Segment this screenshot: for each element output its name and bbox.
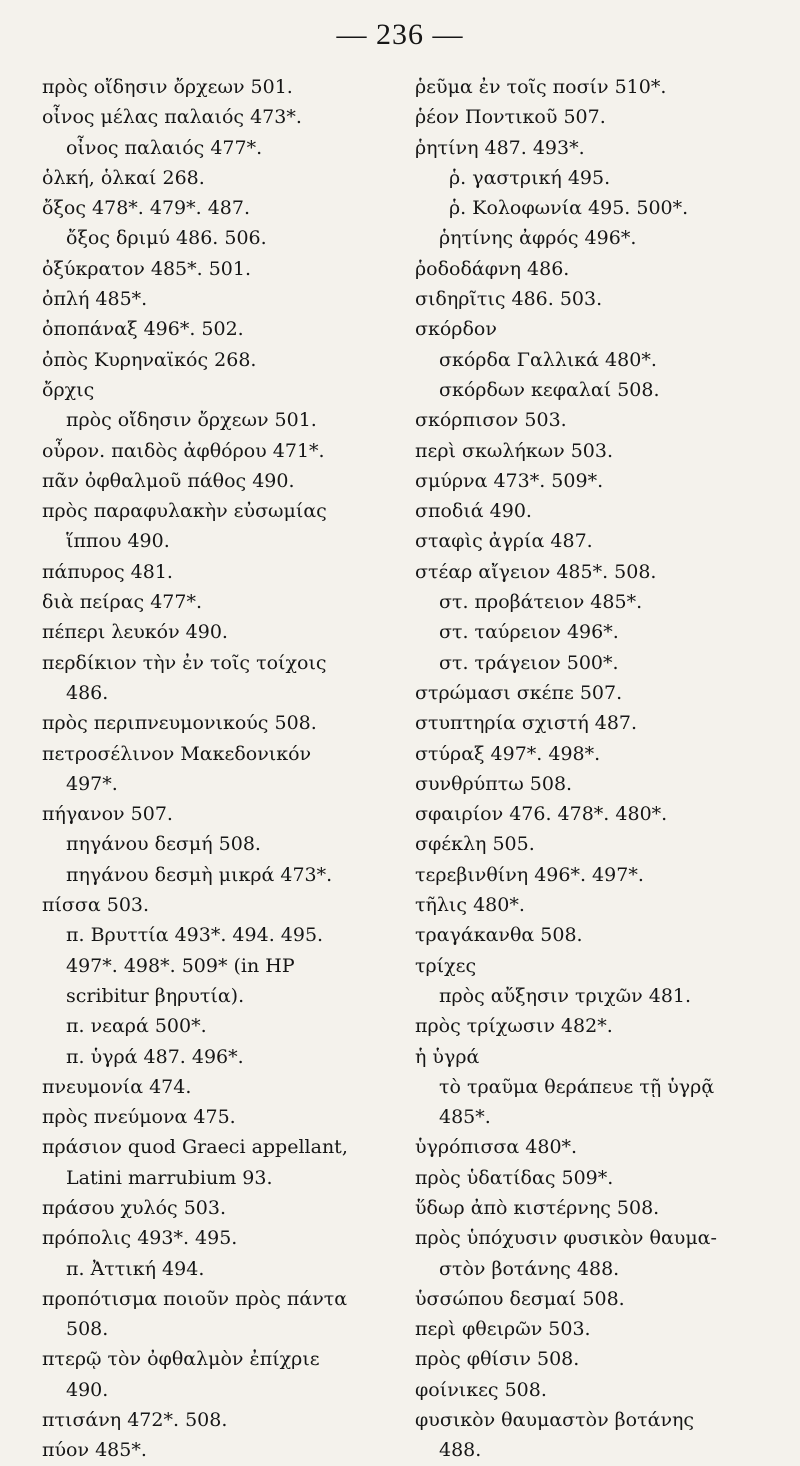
index-entry: ἡ ὑγρά bbox=[415, 1045, 480, 1068]
index-column-left bbox=[42, 72, 410, 1466]
index-entry: πράσιον quod Graeci appellant, bbox=[42, 1136, 348, 1159]
index-entry: ὁλκή, ὁλκαί 268. bbox=[42, 166, 205, 189]
index-entry: πρὸς οἴδησιν ὄρχεων 501. bbox=[66, 409, 317, 432]
index-entry: πρὸς φθίσιν 508. bbox=[415, 1348, 580, 1371]
index-entry: 486. bbox=[66, 681, 109, 704]
index-entry: διὰ πείρας 477*. bbox=[42, 591, 203, 614]
index-entry: σκόρπισον 503. bbox=[415, 409, 567, 432]
index-entry: π. νεαρά 500*. bbox=[66, 1015, 207, 1038]
index-entry: σκόρδων κεφαλαί 508. bbox=[439, 378, 660, 401]
index-entry: πνευμονία 474. bbox=[42, 1075, 192, 1098]
index-entry: πηγάνου δεσμή 508. bbox=[66, 833, 261, 856]
index-entry: ῥοδοδάφνη 486. bbox=[415, 257, 570, 280]
index-entry: τρίχες bbox=[415, 954, 477, 977]
index-entry: τερεβινθίνη 496*. 497*. bbox=[415, 863, 644, 886]
index-entry: οἶνος παλαιός 477*. bbox=[66, 136, 263, 159]
index-entry: πρὸς αὔξησιν τριχῶν 481. bbox=[439, 984, 692, 1007]
index-entry: στυπτηρία σχιστή 487. bbox=[415, 712, 638, 735]
index-entry: πίσσα 503. bbox=[42, 894, 150, 917]
index-entry: πρὸς περιπνευμονικούς 508. bbox=[42, 712, 317, 735]
index-entry: 497*. 498*. 509* (in HP bbox=[66, 954, 295, 977]
index-entry: πρὸς ὑδατίδας 509*. bbox=[415, 1166, 614, 1189]
index-entry: ὀπλή 485*. bbox=[42, 288, 148, 311]
index-entry: ὑγρόπισσα 480*. bbox=[415, 1136, 578, 1159]
index-entry: πᾶν ὀφθαλμοῦ πάθος 490. bbox=[42, 469, 295, 492]
index-entry: πτισάνη 472*. 508. bbox=[42, 1409, 228, 1432]
index-entry: πρὸς ὑπόχυσιν φυσικὸν θαυμα- bbox=[415, 1227, 717, 1250]
index-entry: στύραξ 497*. 498*. bbox=[415, 742, 601, 765]
index-entry: φοίνικες 508. bbox=[415, 1378, 547, 1401]
index-entry: στρώμασι σκέπε 507. bbox=[415, 681, 623, 704]
index-entry: τραγάκανθα 508. bbox=[415, 924, 583, 947]
index-entry: σφαιρίον 476. 478*. 480*. bbox=[415, 803, 668, 826]
index-entry: 488. bbox=[439, 1439, 482, 1462]
index-entry: πετροσέλινον Μακεδονικόν bbox=[42, 742, 312, 765]
index-entry: πρὸς πνεύμονα 475. bbox=[42, 1106, 236, 1129]
index-entry: πρὸς τρίχωσιν 482*. bbox=[415, 1015, 613, 1038]
index-entry: ῥεῦμα ἐν τοῖς ποσίν 510*. bbox=[415, 76, 667, 98]
index-entry: πράσου χυλός 503. bbox=[42, 1196, 227, 1219]
index-entry: Latini marrubium 93. bbox=[66, 1166, 273, 1189]
index-entry: ὀποπάναξ 496*. 502. bbox=[42, 318, 244, 341]
index-entry: σκόρδα Γαλλικά 480*. bbox=[439, 348, 657, 371]
index-entry: πέπερι λευκόν 490. bbox=[42, 621, 228, 644]
index-entry: σταφὶς ἀγρία 487. bbox=[415, 530, 593, 553]
index-entry: πύον 485*. bbox=[42, 1439, 147, 1462]
index-entry: ῥέον Ποντικοῦ 507. bbox=[415, 106, 606, 129]
index-entry: περὶ σκωλήκων 503. bbox=[415, 439, 614, 462]
index-entry: πρὸς παραφυλακὴν εὐσωμίας bbox=[42, 500, 327, 523]
index-entry: προπότισμα ποιοῦν πρὸς πάντα bbox=[42, 1287, 348, 1310]
index-entry: 508. bbox=[66, 1318, 109, 1341]
index-entry: ῥ. γαστρική 495. bbox=[449, 166, 611, 189]
index-entry: π. Ἀττική 494. bbox=[66, 1257, 205, 1280]
index-entry: πήγανον 507. bbox=[42, 803, 173, 826]
index-entry: στ. ταύρειον 496*. bbox=[439, 621, 619, 644]
index-entry: ὄξος δριμύ 486. 506. bbox=[66, 227, 267, 250]
index-entry: σιδηρῖτις 486. 503. bbox=[415, 288, 603, 311]
index-entry: ὄρχις bbox=[42, 378, 95, 401]
index-entry: π. ὑγρά 487. 496*. bbox=[66, 1045, 244, 1068]
index-entry: πρὸς οἴδησιν ὄρχεων 501. bbox=[42, 76, 293, 98]
index-entry: στέαρ αἴγειον 485*. 508. bbox=[415, 560, 657, 583]
index-entry: 490. bbox=[66, 1378, 109, 1401]
index-entry: περδίκιον τὴν ἐν τοῖς τοίχοις bbox=[42, 651, 327, 674]
index-entry: σφέκλη 505. bbox=[415, 833, 535, 856]
index-entry: στ. προβάτειον 485*. bbox=[439, 591, 643, 614]
index-entry: στ. τράγειον 500*. bbox=[439, 651, 619, 674]
index-entry: περὶ φθειρῶν 503. bbox=[415, 1318, 591, 1341]
index-entry: συνθρύπτω 508. bbox=[415, 772, 573, 795]
index-entry: 485*. bbox=[439, 1106, 491, 1129]
index-entry: πρόπολις 493*. 495. bbox=[42, 1227, 238, 1250]
index-entry: 497*. bbox=[66, 772, 118, 795]
index-entry: πάπυρος 481. bbox=[42, 560, 173, 583]
index-entry: σκόρδον bbox=[415, 318, 497, 341]
index-column-right bbox=[415, 72, 783, 1466]
index-entry: οὖρον. παιδὸς ἀφθόρου 471*. bbox=[42, 439, 325, 462]
index-entry: τῆλις 480*. bbox=[415, 894, 525, 917]
index-entry: ὕδωρ ἀπὸ κιστέρνης 508. bbox=[415, 1196, 660, 1219]
index-entry: ὑσσώπου δεσμαί 508. bbox=[415, 1287, 625, 1310]
index-entry: π. Βρυττία 493*. 494. 495. bbox=[66, 924, 324, 947]
index-entry: οἶνος μέλας παλαιός 473*. bbox=[42, 106, 302, 129]
index-entry: τὸ τραῦμα θεράπευε τῇ ὑγρᾷ bbox=[439, 1075, 715, 1098]
index-entry: ὄξος 478*. 479*. 487. bbox=[42, 197, 251, 220]
index-entry: ἵππου 490. bbox=[66, 530, 170, 553]
index-entry: στὸν βοτάνης 488. bbox=[439, 1257, 620, 1280]
index-entry: scribitur βηρυτία). bbox=[66, 984, 245, 1007]
index-entry: ῥ. Κολοφωνία 495. 500*. bbox=[449, 197, 689, 220]
index-entry: πηγάνου δεσμὴ μικρά 473*. bbox=[66, 863, 333, 886]
index-entry: ῥητίνης ἀφρός 496*. bbox=[439, 227, 637, 250]
page-number: — 236 — bbox=[336, 18, 464, 51]
index-entry: φυσικὸν θαυμαστὸν βοτάνης bbox=[415, 1409, 695, 1432]
index-entry: σποδιά 490. bbox=[415, 500, 532, 523]
index-entry: ὀξύκρατον 485*. 501. bbox=[42, 257, 252, 280]
index-entry: σμύρνα 473*. 509*. bbox=[415, 469, 604, 492]
index-entry: ὀπὸς Κυρηναϊκός 268. bbox=[42, 348, 257, 371]
index-entry: ῥητίνη 487. 493*. bbox=[415, 136, 585, 159]
index-entry: πτερῷ τὸν ὀφθαλμὸν ἐπίχριε bbox=[42, 1348, 320, 1371]
